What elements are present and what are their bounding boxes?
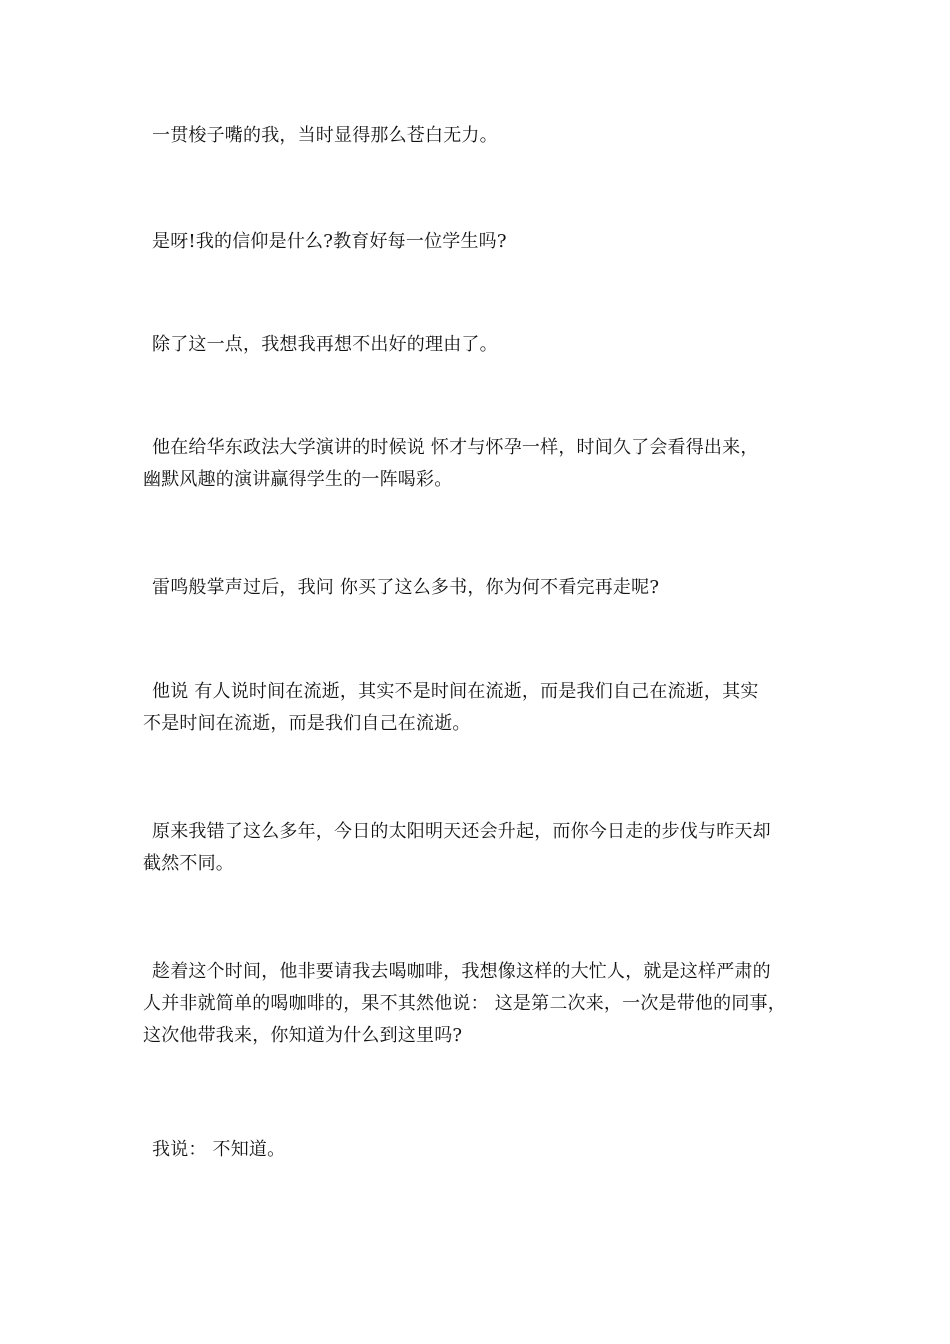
paragraph-line: 幽默风趣的演讲赢得学生的一阵喝彩。 <box>143 469 453 490</box>
paragraph-8 <box>143 956 823 1052</box>
paragraph-line: 我说： 不知道。 <box>152 1139 286 1160</box>
paragraph-1 <box>143 120 823 152</box>
paragraph-line: 不是时间在流逝，而是我们自己在流逝。 <box>143 713 471 734</box>
paragraph-line: 是呀!我的信仰是什么?教育好每一位学生吗? <box>152 231 507 252</box>
paragraph-line: 原来我错了这么多年，今日的太阳明天还会升起，而你今日走的步伐与昨天却 <box>152 821 771 842</box>
paragraph-line: 除了这一点，我想我再想不出好的理由了。 <box>152 334 498 355</box>
paragraph-5 <box>143 572 823 604</box>
paragraph-line: 雷鸣般掌声过后，我问 你买了这么多书，你为何不看完再走呢? <box>152 577 660 598</box>
paragraph-line: 截然不同。 <box>143 853 234 874</box>
paragraph-2 <box>143 226 823 258</box>
paragraph-line: 趁着这个时间，他非要请我去喝咖啡，我想像这样的大忙人，就是这样严肃的 <box>152 961 771 982</box>
paragraph-line: 人并非就简单的喝咖啡的，果不其然他说： 这是第二次来，一次是带他的同事， <box>143 993 786 1014</box>
paragraph-4 <box>143 432 823 496</box>
paragraph-line: 他说 有人说时间在流逝，其实不是时间在流逝，而是我们自己在流逝，其实 <box>152 681 759 702</box>
paragraph-line: 一贯梭子嘴的我，当时显得那么苍白无力。 <box>152 125 498 146</box>
paragraph-line: 他在给华东政法大学演讲的时候说 怀才与怀孕一样，时间久了会看得出来， <box>152 437 759 458</box>
paragraph-9 <box>143 1134 823 1166</box>
paragraph-line: 这次他带我来，你知道为什么到这里吗? <box>143 1025 463 1046</box>
paragraph-6 <box>143 676 823 740</box>
paragraph-7 <box>143 816 823 880</box>
paragraph-3 <box>143 329 823 361</box>
